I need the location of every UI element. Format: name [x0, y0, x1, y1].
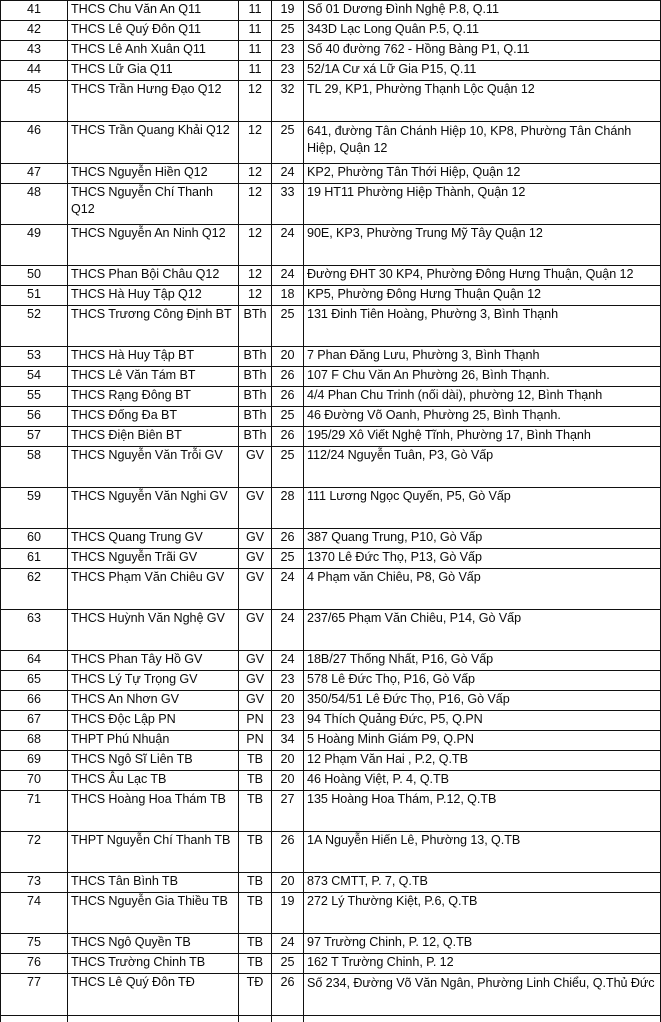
cell-address: KP2, Phường Tân Thới Hiệp, Quận 12 [304, 164, 661, 184]
cell-stt: 71 [1, 791, 68, 832]
cell-stt: 52 [1, 306, 68, 347]
cell-district: 11 [239, 41, 272, 61]
table-row [1, 387, 661, 407]
cell-stt: 43 [1, 41, 68, 61]
cell-number: 25 [272, 407, 304, 427]
cell-district: GV [239, 549, 272, 569]
table-row [1, 711, 661, 731]
cell-address: 5 Hoàng Minh Giám P9, Q.PN [304, 731, 661, 751]
cell-stt: 67 [1, 711, 68, 731]
cell-school-name: THCS Điện Biên BT [68, 427, 239, 447]
cell-stt: 50 [1, 266, 68, 286]
cell-district: 12 [239, 286, 272, 306]
cell-stt: 65 [1, 671, 68, 691]
cell-stt: 73 [1, 873, 68, 893]
cell-number: 19 [272, 1, 304, 21]
cell-stt: 57 [1, 427, 68, 447]
cell-number: 24 [272, 934, 304, 954]
cell-district: TĐ [239, 974, 272, 1016]
cell-school-name: THCS Chu Văn An Q11 [68, 1, 239, 21]
table-row [1, 934, 661, 954]
cell-address: 4/4 Phan Chu Trinh (nối dài), phường 12, Bình Thạnh [304, 387, 661, 407]
cell-school-name: THCS An Nhơn GV [68, 691, 239, 711]
cell-partial [68, 1016, 239, 1022]
cell-school-name: THCS Nguyễn Văn Nghi GV [68, 488, 239, 529]
cell-address: 343D Lạc Long Quân P.5, Q.11 [304, 21, 661, 41]
table-row [1, 122, 661, 164]
cell-number: 24 [272, 610, 304, 651]
cell-number: 23 [272, 61, 304, 81]
table-row [1, 610, 661, 651]
cell-address: 112/24 Nguyễn Tuân, P3, Gò Vấp [304, 447, 661, 488]
table-row [1, 751, 661, 771]
cell-stt: 42 [1, 21, 68, 41]
cell-school-name: THCS Lê Văn Tám BT [68, 367, 239, 387]
cell-stt: 64 [1, 651, 68, 671]
table-body [1, 1, 661, 1022]
cell-district: 11 [239, 21, 272, 41]
cell-number: 20 [272, 771, 304, 791]
cell-district: GV [239, 671, 272, 691]
cell-stt: 44 [1, 61, 68, 81]
cell-school-name: THCS Đống Đa BT [68, 407, 239, 427]
table-row [1, 81, 661, 122]
cell-stt: 72 [1, 832, 68, 873]
cell-district: TB [239, 873, 272, 893]
table-row [1, 569, 661, 610]
cell-district: BTh [239, 387, 272, 407]
table-row [1, 671, 661, 691]
table-row [1, 184, 661, 225]
cell-stt: 61 [1, 549, 68, 569]
cell-school-name: THCS Trương Công Định BT [68, 306, 239, 347]
cell-number: 25 [272, 549, 304, 569]
cell-address: 90E, KP3, Phường Trung Mỹ Tây Quận 12 [304, 225, 661, 266]
cell-number: 33 [272, 184, 304, 225]
cell-district: 12 [239, 266, 272, 286]
cell-stt: 53 [1, 347, 68, 367]
cell-school-name: THCS Lê Anh Xuân Q11 [68, 41, 239, 61]
cell-district: GV [239, 610, 272, 651]
cell-school-name: THPT Nguyễn Chí Thanh TB [68, 832, 239, 873]
cell-address: 7 Phan Đăng Lưu, Phường 3, Bình Thạnh [304, 347, 661, 367]
cell-partial [1, 1016, 68, 1022]
cell-district: TB [239, 832, 272, 873]
cell-number: 23 [272, 711, 304, 731]
cell-school-name: THCS Phan Bội Châu Q12 [68, 266, 239, 286]
cell-address: 873 CMTT, P. 7, Q.TB [304, 873, 661, 893]
cell-address: 1370 Lê Đức Thọ, P13, Gò Vấp [304, 549, 661, 569]
cell-number: 24 [272, 651, 304, 671]
cell-district: GV [239, 569, 272, 610]
cell-school-name: THCS Hà Huy Tập Q12 [68, 286, 239, 306]
cell-district: GV [239, 488, 272, 529]
cell-stt: 41 [1, 1, 68, 21]
cell-number: 18 [272, 286, 304, 306]
cell-school-name: THCS Ngô Sĩ Liên TB [68, 751, 239, 771]
cell-district: BTh [239, 407, 272, 427]
table-row [1, 791, 661, 832]
cell-district: GV [239, 529, 272, 549]
cell-school-name: THCS Trường Chinh TB [68, 954, 239, 974]
cell-number: 26 [272, 427, 304, 447]
table-row [1, 164, 661, 184]
cell-school-name: THCS Nguyễn Trãi GV [68, 549, 239, 569]
cell-number: 25 [272, 21, 304, 41]
table-row [1, 407, 661, 427]
cell-stt: 63 [1, 610, 68, 651]
table-row [1, 61, 661, 81]
table-row [1, 954, 661, 974]
cell-address: 350/54/51 Lê Đức Thọ, P16, Gò Vấp [304, 691, 661, 711]
cell-school-name: THCS Lê Quý Đôn TĐ [68, 974, 239, 1016]
cell-school-name: THCS Ngô Quyền TB [68, 934, 239, 954]
cell-district: TB [239, 893, 272, 934]
table-top-border [0, 0, 660, 1]
cell-district: BTh [239, 347, 272, 367]
cell-address: 162 T Trường Chinh, P. 12 [304, 954, 661, 974]
cell-school-name: THCS Phạm Văn Chiêu GV [68, 569, 239, 610]
cell-district: TB [239, 771, 272, 791]
cell-number: 25 [272, 447, 304, 488]
cell-stt: 68 [1, 731, 68, 751]
table-row [1, 225, 661, 266]
cell-number: 25 [272, 122, 304, 164]
cell-number: 34 [272, 731, 304, 751]
cell-address: 1A Nguyễn Hiến Lê, Phường 13, Q.TB [304, 832, 661, 873]
cell-address: 94 Thích Quảng Đức, P5, Q.PN [304, 711, 661, 731]
cell-number: 26 [272, 387, 304, 407]
table-row [1, 427, 661, 447]
table-row [1, 347, 661, 367]
cell-school-name: THCS Hoàng Hoa Thám TB [68, 791, 239, 832]
cell-number: 24 [272, 225, 304, 266]
cell-school-name: THCS Nguyễn Chí Thanh Q12 [68, 184, 239, 225]
cell-school-name: THCS Nguyễn An Ninh Q12 [68, 225, 239, 266]
cell-stt: 47 [1, 164, 68, 184]
cell-school-name: THCS Nguyễn Gia Thiều TB [68, 893, 239, 934]
cell-stt: 49 [1, 225, 68, 266]
table-row [1, 286, 661, 306]
cell-address: 237/65 Phạm Văn Chiêu, P14, Gò Vấp [304, 610, 661, 651]
cell-number: 20 [272, 873, 304, 893]
cell-partial [304, 1016, 661, 1022]
cell-address: Số 40 đường 762 - Hồng Bàng P1, Q.11 [304, 41, 661, 61]
cell-address: 46 Đường Võ Oanh, Phường 25, Bình Thạnh. [304, 407, 661, 427]
cell-stt: 55 [1, 387, 68, 407]
cell-school-name: THCS Lữ Gia Q11 [68, 61, 239, 81]
cell-address: TL 29, KP1, Phường Thạnh Lộc Quận 12 [304, 81, 661, 122]
cell-stt: 46 [1, 122, 68, 164]
cell-district: PN [239, 711, 272, 731]
cell-school-name: THCS Lê Quý Đôn Q11 [68, 21, 239, 41]
cell-district: GV [239, 447, 272, 488]
table-row [1, 266, 661, 286]
cell-stt: 69 [1, 751, 68, 771]
cell-stt: 76 [1, 954, 68, 974]
cell-stt: 45 [1, 81, 68, 122]
cell-stt: 48 [1, 184, 68, 225]
cell-number: 27 [272, 791, 304, 832]
cell-school-name: THCS Phan Tây Hồ GV [68, 651, 239, 671]
cell-school-name: THCS Lý Tự Trọng GV [68, 671, 239, 691]
cell-number: 23 [272, 41, 304, 61]
cell-number: 19 [272, 893, 304, 934]
cell-district: BTh [239, 427, 272, 447]
cell-school-name: THCS Âu Lạc TB [68, 771, 239, 791]
cell-address: 578 Lê Đức Thọ, P16, Gò Vấp [304, 671, 661, 691]
table-row [1, 21, 661, 41]
cell-district: 12 [239, 81, 272, 122]
cell-address: KP5, Phường Đông Hưng Thuận Quận 12 [304, 286, 661, 306]
cell-number: 20 [272, 751, 304, 771]
cell-district: TB [239, 751, 272, 771]
cell-district: 12 [239, 225, 272, 266]
table-row [1, 832, 661, 873]
cell-number: 26 [272, 974, 304, 1016]
cell-address: 46 Hoàng Việt, P. 4, Q.TB [304, 771, 661, 791]
cell-address: 97 Trường Chinh, P. 12, Q.TB [304, 934, 661, 954]
cell-school-name: THCS Quang Trung GV [68, 529, 239, 549]
cell-address: 111 Lương Ngọc Quyến, P5, Gò Vấp [304, 488, 661, 529]
table-row [1, 306, 661, 347]
cell-district: 11 [239, 61, 272, 81]
cell-school-name: THCS Độc Lập PN [68, 711, 239, 731]
cell-address: 641, đường Tân Chánh Hiệp 10, KP8, Phường Tân Chánh Hiệp, Quận 12 [304, 122, 661, 164]
cell-school-name: THCS Trần Quang Khải Q12 [68, 122, 239, 164]
cell-stt: 59 [1, 488, 68, 529]
cell-address: Đường ĐHT 30 KP4, Phường Đông Hưng Thuận, Quận 12 [304, 266, 661, 286]
cell-address: 135 Hoàng Hoa Thám, P.12, Q.TB [304, 791, 661, 832]
cell-stt: 51 [1, 286, 68, 306]
cell-school-name: THCS Nguyễn Văn Trỗi GV [68, 447, 239, 488]
table-row [1, 41, 661, 61]
table-row [1, 771, 661, 791]
cell-stt: 60 [1, 529, 68, 549]
table-row [1, 731, 661, 751]
table-row [1, 367, 661, 387]
cell-district: 12 [239, 164, 272, 184]
cell-number: 26 [272, 529, 304, 549]
cell-number: 25 [272, 306, 304, 347]
cell-stt: 70 [1, 771, 68, 791]
table-row [1, 974, 661, 1016]
cell-address: 18B/27 Thống Nhất, P16, Gò Vấp [304, 651, 661, 671]
cell-school-name: THCS Hà Huy Tập BT [68, 347, 239, 367]
cell-address: 12 Phạm Văn Hai , P.2, Q.TB [304, 751, 661, 771]
cell-district: GV [239, 691, 272, 711]
table-row [1, 893, 661, 934]
cell-address: 131 Đinh Tiên Hoàng, Phường 3, Bình Thạnh [304, 306, 661, 347]
cell-stt: 77 [1, 974, 68, 1016]
cell-stt: 66 [1, 691, 68, 711]
cell-district: 12 [239, 184, 272, 225]
cell-number: 26 [272, 367, 304, 387]
cell-school-name: THCS Tân Bình TB [68, 873, 239, 893]
table-row [1, 488, 661, 529]
cell-district: TB [239, 934, 272, 954]
table-row-partial [1, 1016, 661, 1022]
cell-district: BTh [239, 367, 272, 387]
table-row [1, 691, 661, 711]
table-row [1, 1, 661, 21]
cell-district: TB [239, 791, 272, 832]
cell-stt: 54 [1, 367, 68, 387]
cell-number: 23 [272, 671, 304, 691]
cell-address: 4 Phạm văn Chiêu, P8, Gò Vấp [304, 569, 661, 610]
table-row [1, 549, 661, 569]
cell-district: TB [239, 954, 272, 974]
cell-stt: 74 [1, 893, 68, 934]
cell-address: Số 234, Đường Võ Văn Ngân, Phường Linh Chiểu, Q.Thủ Đức [304, 974, 661, 1016]
cell-school-name: THCS Nguyễn Hiền Q12 [68, 164, 239, 184]
table-row [1, 447, 661, 488]
cell-number: 24 [272, 266, 304, 286]
cell-partial [272, 1016, 304, 1022]
cell-stt: 75 [1, 934, 68, 954]
cell-district: PN [239, 731, 272, 751]
cell-number: 32 [272, 81, 304, 122]
cell-school-name: THCS Trần Hưng Đạo Q12 [68, 81, 239, 122]
cell-number: 24 [272, 569, 304, 610]
cell-address: 107 F Chu Văn An Phường 26, Bình Thạnh. [304, 367, 661, 387]
cell-address: 195/29 Xô Viết Nghệ Tĩnh, Phường 17, Bình Thạnh [304, 427, 661, 447]
cell-number: 20 [272, 347, 304, 367]
cell-number: 25 [272, 954, 304, 974]
cell-partial [239, 1016, 272, 1022]
cell-number: 24 [272, 164, 304, 184]
cell-district: BTh [239, 306, 272, 347]
cell-number: 20 [272, 691, 304, 711]
cell-district: GV [239, 651, 272, 671]
cell-address: Số 01 Dương Đình Nghệ P.8, Q.11 [304, 1, 661, 21]
cell-school-name: THCS Rạng Đông BT [68, 387, 239, 407]
table-row [1, 529, 661, 549]
cell-stt: 56 [1, 407, 68, 427]
cell-stt: 62 [1, 569, 68, 610]
cell-address: 52/1A Cư xá Lữ Gia P15, Q.11 [304, 61, 661, 81]
table-row [1, 873, 661, 893]
table-row [1, 651, 661, 671]
cell-district: 12 [239, 122, 272, 164]
cell-stt: 58 [1, 447, 68, 488]
cell-address: 19 HT11 Phường Hiệp Thành, Quận 12 [304, 184, 661, 225]
cell-school-name: THPT Phú Nhuận [68, 731, 239, 751]
cell-school-name: THCS Huỳnh Văn Nghệ GV [68, 610, 239, 651]
cell-district: 11 [239, 1, 272, 21]
cell-number: 28 [272, 488, 304, 529]
cell-address: 272 Lý Thường Kiệt, P.6, Q.TB [304, 893, 661, 934]
cell-address: 387 Quang Trung, P10, Gò Vấp [304, 529, 661, 549]
cell-number: 26 [272, 832, 304, 873]
